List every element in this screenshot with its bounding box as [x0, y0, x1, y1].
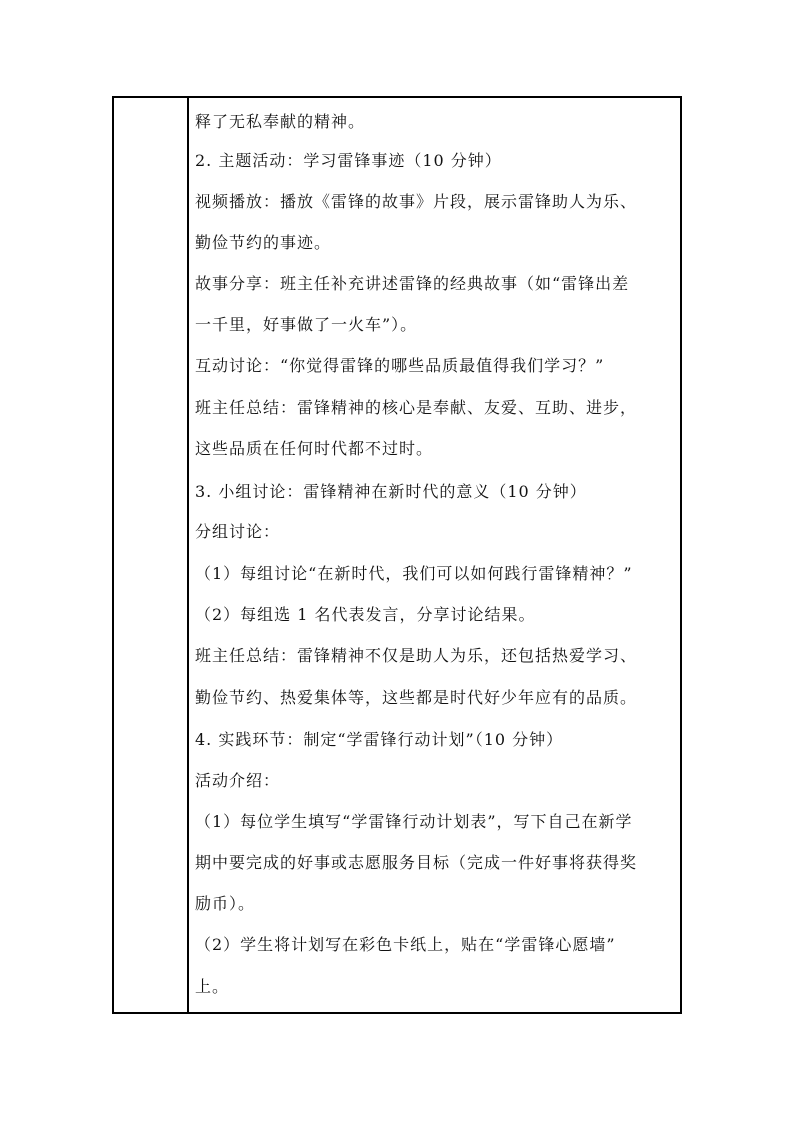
text-line: 励币）。 — [195, 894, 256, 913]
text-line: 勤俭节约、热爱集体等，这些都是时代好少年应有的品质。 — [195, 688, 638, 707]
section-heading: 3. 小组讨论：雷锋精神在新时代的意义（10 分钟） — [195, 482, 587, 501]
text-line: （1）每组讨论“在新时代，我们可以如何践行雷锋精神？” — [195, 564, 633, 583]
text-line: 分组讨论： — [195, 522, 281, 541]
text-line: 上。 — [195, 977, 230, 996]
text-line: 故事分享：班主任补充讲述雷锋的经典故事（如“雷锋出差 — [195, 274, 630, 293]
text-line: 班主任总结：雷锋精神不仅是助人为乐，还包括热爱学习、 — [195, 646, 638, 665]
text-line: 一千里，好事做了一火车”）。 — [195, 315, 418, 334]
content-column-cell — [189, 98, 680, 1012]
text-line: 勤俭节约的事迹。 — [195, 233, 332, 252]
section-heading: 2. 主题活动：学习雷锋事迹（10 分钟） — [195, 151, 502, 170]
section-heading: 4. 实践环节：制定“学雷锋行动计划”（10 分钟） — [195, 730, 564, 749]
text-line: 释了无私奉献的精神。 — [195, 112, 366, 131]
lesson-table — [112, 96, 682, 1014]
text-line: 班主任总结：雷锋精神的核心是奉献、友爱、互助、进步， — [195, 398, 638, 417]
text-line: 这些品质在任何时代都不过时。 — [195, 439, 434, 458]
text-line: 活动介绍： — [195, 771, 281, 790]
text-line: （2）学生将计划写在彩色卡纸上，贴在“学雷锋心愿墙” — [195, 935, 616, 954]
text-line: （2）每组选 1 名代表发言，分享讨论结果。 — [195, 605, 536, 624]
text-line: 互动讨论：“你觉得雷锋的哪些品质最值得我们学习？” — [195, 356, 605, 375]
text-line: 期中要完成的好事或志愿服务目标（完成一件好事将获得奖 — [195, 853, 638, 872]
left-column-cell — [114, 98, 189, 1012]
text-line: 视频播放：播放《雷锋的故事》片段，展示雷锋助人为乐、 — [195, 192, 638, 211]
text-line: （1）每位学生填写“学雷锋行动计划表”，写下自己在新学 — [195, 812, 633, 831]
